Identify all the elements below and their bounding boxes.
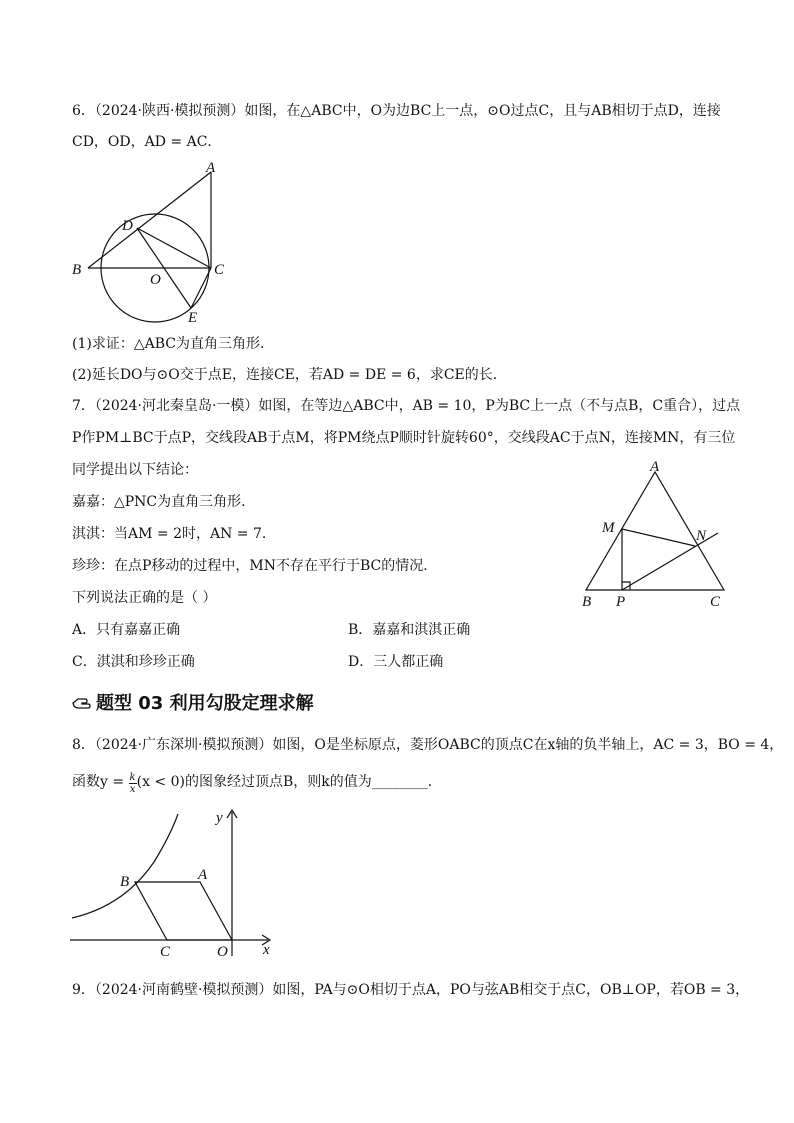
q7-segment-mn — [622, 529, 695, 546]
q7-option-c[interactable]: C．淇淇和珍珍正确 — [72, 654, 195, 670]
q7-label-c: C — [710, 594, 721, 610]
q7-option-b[interactable]: B．嘉嘉和淇淇正确 — [348, 622, 471, 638]
q7-question: 下列说法正确的是（ ） — [72, 590, 217, 606]
q8-function-suffix: (x < 0)的图象经过顶点B，则k的值为________． — [136, 774, 442, 790]
q8-fraction-denominator: x — [129, 784, 136, 795]
q7-option-a[interactable]: A．只有嘉嘉正确 — [72, 622, 181, 638]
q7-label-n: N — [696, 528, 707, 544]
q6-figure — [60, 158, 240, 328]
q9-stem-line1: 9．（2024·河南鹤壁·模拟预测）如图，PA与⊙O相切于点A，PO与弦AB相交于点C，OB⊥OP，若OB = 3， — [72, 982, 750, 998]
q7-stem-line2: P作PM⊥BC于点P，交线段AB于点M，将PM绕点P顺时针旋转60°，交线段AC于点N，连接MN，有三位 — [72, 430, 736, 446]
q6-label-c: C — [214, 262, 225, 278]
q8-function-prefix: 函数y = — [72, 774, 129, 790]
q6-part1: (1)求证：△ABC为直角三角形． — [72, 336, 274, 352]
q8-stem-line2 — [72, 772, 442, 795]
q7-option-d[interactable]: D．三人都正确 — [348, 654, 444, 670]
q6-segment-cd — [137, 228, 211, 268]
q7-label-b: B — [582, 594, 592, 610]
q8-fraction-numerator: k — [129, 772, 136, 783]
q6-label-o: O — [150, 272, 161, 288]
q6-part2: (2)延长DO与⊙O交于点E，连接CE，若AD = DE = 6，求CE的长． — [72, 367, 507, 383]
q8-hyperbola-curve — [72, 814, 178, 918]
q7-label-a: A — [650, 459, 660, 475]
q7-conclusion-qiqi: 淇淇：当AM = 2时，AN = 7． — [72, 526, 276, 542]
q7-conclusion-jiajia: 嘉嘉：△PNC为直角三角形． — [72, 494, 256, 510]
q8-label-c: C — [160, 944, 171, 960]
q6-stem-line1: 6．（2024·陕西·模拟预测）如图，在△ABC中，O为边BC上一点，⊙O过点C，且与AB相切于点D，连接 — [72, 103, 721, 119]
q6-stem-line2: CD，OD，AD = AC． — [72, 134, 222, 150]
section-title: 题型 03 利用勾股定理求解 — [96, 693, 314, 714]
q6-label-b: B — [72, 262, 82, 278]
section-header — [72, 692, 314, 716]
q8-fraction — [129, 772, 137, 795]
q8-label-a: A — [198, 867, 208, 883]
q7-label-m: M — [602, 520, 615, 536]
q7-figure — [572, 454, 742, 614]
q8-label-x: x — [263, 942, 270, 958]
q6-segment-ab — [88, 172, 211, 268]
q6-label-d: D — [122, 218, 133, 234]
q8-stem-line1: 8．（2024·广东深圳·模拟预测）如图，O是坐标原点，菱形OABC的顶点C在x轴的负半轴上，AC = 3，BO = 4， — [72, 737, 784, 753]
q8-label-y: y — [216, 810, 223, 826]
q8-rhombus-oabc — [135, 882, 232, 940]
q7-conclusion-zhenzhen: 珍珍：在点P移动的过程中，MN不存在平行于BC的情况． — [72, 558, 438, 574]
pointing-hand-icon — [72, 694, 92, 712]
q7-stem-line3: 同学提出以下结论： — [72, 462, 198, 478]
q8-label-o: O — [217, 944, 228, 960]
q7-label-p: P — [616, 594, 626, 610]
q8-label-b: B — [120, 874, 130, 890]
q6-label-a: A — [206, 160, 216, 176]
q6-segment-ce — [191, 268, 211, 308]
q7-stem-line1: 7．（2024·河北秦皇岛·一模）如图，在等边△ABC中，AB = 10，P为BC上一点（不与点B，C重合），过点 — [72, 398, 741, 414]
q6-label-e: E — [188, 310, 198, 326]
q8-figure — [64, 806, 284, 966]
